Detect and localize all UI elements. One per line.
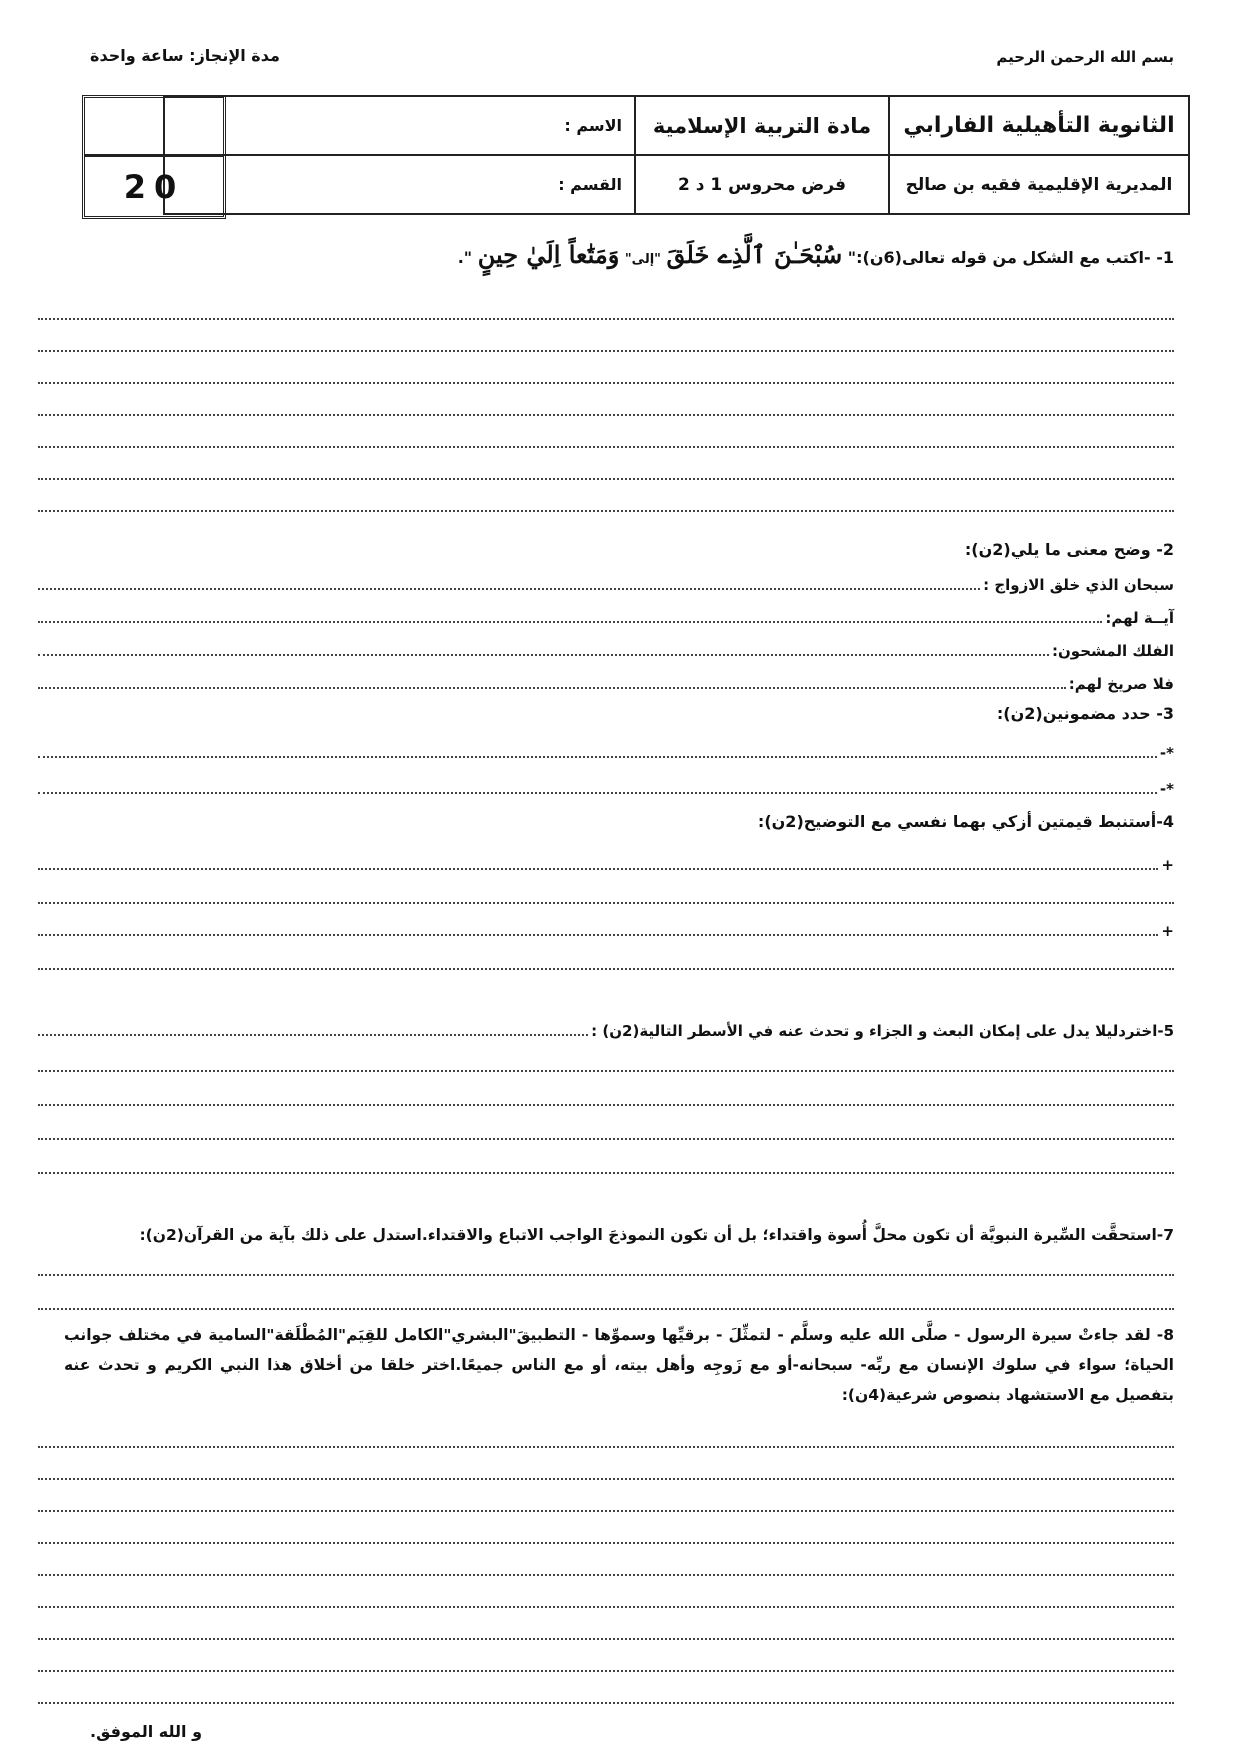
question-7: 7-استحقَّت السِّيرة النبويَّة أن تكون محلَّ أُسوة واقتداء؛ بل أن تكون النموذجَ الواجب الاتباع والاقتداء.استدل على ذلك بآية من القرآن(2ن):: [139, 1226, 1174, 1244]
answer-line[interactable]: [38, 1102, 1174, 1106]
closing-note: و الله الموفق.: [90, 1722, 203, 1741]
answer-line[interactable]: [38, 966, 1174, 970]
answer-line[interactable]: [38, 1170, 1174, 1174]
answer-line[interactable]: [38, 1476, 1174, 1480]
question-1: 1- -اكتب مع الشكل من قوله تعالى(6ن):" سُبْحَـٰنَ ٱلَّذِے خَلَقَ "إلى" وَمَتَٰعاً اِلَيٰ حِينٍ ".: [457, 240, 1174, 269]
answer-line[interactable]: [38, 1068, 1174, 1072]
exam-title: فرض محروس 1 د 2: [635, 155, 889, 214]
question-4: 4-أستنبط قيمتين أزكي بهما نفسي مع التوضيح(2ن):: [757, 812, 1174, 831]
subject-name: مادة التربية الإسلامية: [635, 96, 889, 155]
question-3: 3- حدد مضمونين(2ن):: [996, 704, 1174, 723]
value-item[interactable]: +: [38, 850, 1174, 874]
basmala: بسم الله الرحمن الرحيم: [996, 48, 1174, 66]
answer-line[interactable]: [38, 900, 1174, 904]
answer-line[interactable]: [38, 1540, 1174, 1544]
verse-end: وَمَتَٰعاً اِلَيٰ حِينٍ: [477, 240, 620, 269]
answer-line[interactable]: [38, 380, 1174, 384]
answer-line[interactable]: [38, 1700, 1174, 1704]
answer-line[interactable]: [38, 1572, 1174, 1576]
student-name-field[interactable]: [164, 96, 635, 155]
answer-line[interactable]: [38, 476, 1174, 480]
answer-line[interactable]: [38, 1508, 1174, 1512]
value-item[interactable]: +: [38, 916, 1174, 940]
exam-header-table: [163, 95, 1190, 215]
question-2: 2- وضح معنى ما يلي(2ن):: [964, 540, 1174, 559]
answer-line[interactable]: [38, 1604, 1174, 1608]
class-label: القسم :: [558, 175, 622, 194]
answer-line[interactable]: [38, 316, 1174, 320]
answer-line[interactable]: [38, 1306, 1174, 1310]
answer-line[interactable]: [38, 508, 1174, 512]
answer-line[interactable]: [38, 348, 1174, 352]
meaning-item[interactable]: فلا صريخ لهم:: [38, 669, 1174, 693]
name-label: الاسم :: [564, 116, 622, 135]
content-item[interactable]: *-: [38, 738, 1174, 762]
answer-line[interactable]: [38, 1668, 1174, 1672]
directorate-name: المديرية الإقليمية فقيه بن صالح: [889, 155, 1189, 214]
question-8: 8- لقد جاءتْ سيرة الرسول - صلَّى الله عليه وسلَّم - لتمثِّلَ - برقيِّها وسموِّها - التطبيقَ"البشري"الكامل للقِيَم"المُطْلَقة"السامية في مختلف جوانب الحياة؛ سواء في سلوك الإنسان مع ربِّه- سبحانه-أو مع زَوجِه وأهل بيته، أو مع الناس جميعًا.اختر خلقا من أخلاق هذا النبي الكريم و تحدث عنه بتفصيل مع الاستشهاد بنصوص شرعية(4ن):: [64, 1326, 1174, 1404]
school-name: الثانوية التأهيلية الفارابي: [889, 96, 1189, 155]
answer-line[interactable]: [38, 444, 1174, 448]
score-box: [82, 95, 226, 219]
answer-line[interactable]: [38, 1136, 1174, 1140]
answer-line[interactable]: [38, 412, 1174, 416]
score-total: 20: [123, 167, 185, 206]
content-item[interactable]: *-: [38, 774, 1174, 798]
verse-start: سُبْحَـٰنَ ٱلَّذِے خَلَقَ: [666, 240, 843, 269]
answer-line[interactable]: [38, 1272, 1174, 1276]
meaning-item[interactable]: سبحان الذي خلق الازواج :: [38, 570, 1174, 594]
meaning-item[interactable]: الفلك المشحون:: [38, 636, 1174, 660]
student-class-field[interactable]: [164, 155, 635, 214]
answer-line[interactable]: [38, 1636, 1174, 1640]
exam-duration: مدة الإنجاز: ساعة واحدة: [90, 46, 280, 65]
answer-line[interactable]: [38, 1444, 1174, 1448]
meaning-item[interactable]: آيــة لهم:: [38, 603, 1174, 627]
score-input[interactable]: [85, 98, 223, 157]
question-5: 5-اختردليلا يدل على إمكان البعث و الجزاء و تحدث عنه في الأسطر التالية(2ن) :: [38, 1016, 1174, 1040]
